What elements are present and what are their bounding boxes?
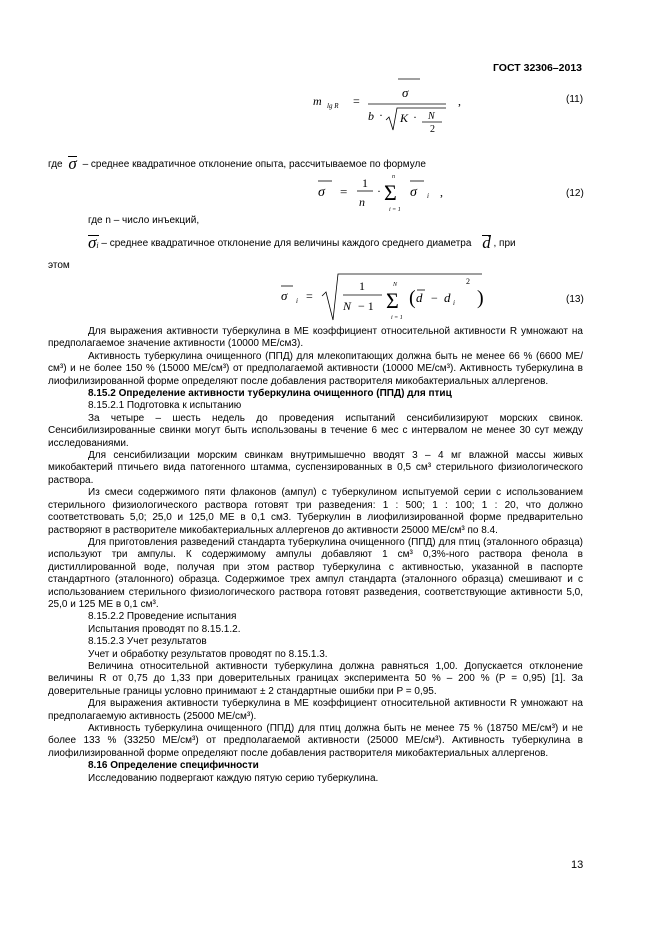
- paragraph-standard-dilutions: Для приготовления разведений стандарта туберкулина очищенного (ППД) для птиц (эталонного образца) используют три ампулы. К содержимому ампулы добавляют 1 см³ 0,3%-ного раствора фенола в дистиллированной воде, получая при этом раствор туберкулина с активностью, указанной в паспорте стандартного (эталонного) образца. Содержимое трех ампул стандарта (эталонного образца) смешивают и с использованием стерильного физиологического раствора готовят разведения, соответствующие активности 5,0, 25,0 и 125 МЕ в 0,1 см³.: [48, 536, 583, 610]
- equation-number-13: (13): [566, 294, 584, 305]
- where-label: где: [48, 159, 63, 170]
- svg-text:Σ: Σ: [384, 180, 397, 205]
- paragraph-tests-ref: Испытания проводят по 8.15.1.2.: [88, 623, 241, 635]
- svg-text:N: N: [428, 111, 435, 122]
- sigma-definition-text: – среднее квадратичное отклонение опыта, рассчитываемое по формуле: [82, 159, 426, 170]
- svg-text:n: n: [392, 174, 395, 180]
- svg-text:m: m: [313, 94, 322, 108]
- paragraph-activity-me: Для выражения активности туберкулина в МЕ коэффициент относительной активности R умножают на предполагаемое значение активности (10000 МЕ/см3).: [48, 326, 583, 350]
- svg-text:·: ·: [377, 184, 381, 198]
- formula-11: [300, 72, 480, 134]
- pri-text: , при: [493, 238, 516, 249]
- svg-text:b: b: [368, 109, 374, 123]
- svg-text:=: =: [353, 94, 360, 108]
- svg-text:·: ·: [379, 108, 383, 122]
- svg-text:1: 1: [362, 176, 368, 190]
- svg-text:σ: σ: [318, 185, 325, 200]
- section-8-16-heading: 8.16 Определение специфичности: [88, 760, 259, 772]
- svg-text:N: N: [343, 299, 352, 313]
- section-8-15-2-heading: 8.15.2 Определение активности туберкулина очищенного (ППД) для птиц: [88, 388, 452, 400]
- paragraph-sensitization-method: Для сенсибилизации морским свинкам внутримышечно вводят 3 – 4 мг влажной массы живых микобактерий птичьего вида патогенного штамма, суспензированных в 0,5 см³ стерильного физиологического раствора.: [48, 450, 583, 486]
- formula-13: [276, 262, 496, 324]
- sigma-i-definition: [88, 233, 588, 251]
- svg-text:d: d: [416, 290, 423, 305]
- svg-text:=: =: [340, 184, 348, 199]
- svg-text:1: 1: [359, 279, 365, 293]
- paragraph-bird-me: Для выражения активности туберкулина в МЕ коэффициент относительной активности R умножают на предполагаемую активность (25000 МЕ/см³).: [48, 698, 583, 722]
- svg-text:(: (: [409, 287, 416, 309]
- etom-text: этом: [48, 260, 70, 271]
- svg-text:−: −: [431, 291, 438, 305]
- svg-text:σ: σ: [281, 288, 288, 303]
- sigma-i-symbol: σi: [88, 233, 99, 252]
- svg-text:i: i: [453, 299, 455, 307]
- n-definition: где n – число инъекций,: [88, 215, 200, 226]
- paragraph-results-ref: Учет и обработку результатов проводят по 8.15.1.3.: [88, 648, 328, 660]
- svg-text:Σ: Σ: [386, 288, 399, 313]
- paragraph-specificity: Исследованию подвергают каждую пятую серию туберкулина.: [88, 772, 379, 784]
- paragraph-dilutions: Из смеси содержимого пяти флаконов (ампул) с туберкулином испытуемой серии с использованием стерильного физиологического раствора готовят три разведения: 1 : 500; 1 : 100; 1 : 20, что должно соответствовать 5,0; 25,0 и 125,0 МЕ в 0,1 см3. Туберкулин в лиофилизированной форме предварительно растворяют в растворителе микобактериальных аллергенов до активности 25000 МЕ/см³ по 8.4.: [48, 487, 583, 536]
- svg-text:σ: σ: [410, 185, 417, 200]
- svg-text:i = 1: i = 1: [389, 207, 401, 213]
- document-header: ГОСТ 32306–2013: [492, 62, 582, 74]
- sigma-symbol: σ: [68, 154, 77, 173]
- equation-number-11: (11): [566, 94, 584, 105]
- svg-text:i = 1: i = 1: [391, 315, 403, 321]
- svg-text:=: =: [306, 289, 313, 303]
- subsection-8-15-2-2: 8.15.2.2 Проведение испытания: [88, 611, 237, 623]
- svg-text:n: n: [359, 195, 365, 209]
- formula-12: [312, 172, 462, 214]
- svg-text:·: ·: [413, 110, 417, 124]
- svg-text:2: 2: [466, 277, 470, 286]
- sigma-definition: [48, 154, 583, 171]
- svg-text:d: d: [444, 290, 451, 305]
- svg-text:− 1: − 1: [358, 299, 374, 313]
- svg-text:N: N: [393, 282, 398, 288]
- subsection-8-15-2-3: 8.15.2.3 Учет результатов: [88, 636, 207, 648]
- svg-text:lg R: lg R: [327, 102, 339, 110]
- subsection-8-15-2-1: 8.15.2.1 Подготовка к испытанию: [88, 400, 242, 412]
- paragraph-sensitize: За четыре – шесть недель до проведения испытаний сенсибилизируют морских свинок. Сенсибилизированные свинки могут быть использованы в течение 6 мес с интервалом не менее 30 сут между исследованиями.: [48, 412, 583, 449]
- svg-text:,: ,: [440, 185, 443, 199]
- paragraph-bird-activity: Активность туберкулина очищенного (ППД) для птиц должна быть не менее 75 % (18750 МЕ/см³) и не более 133 % (33250 МЕ/см³) от предполагаемой активности (25000 МЕ/см³). Активность туберкулина в лиофилизированной форме определяют после добавления растворителя микобактериальных аллергенов.: [48, 723, 583, 759]
- svg-text:2: 2: [430, 124, 435, 134]
- svg-text:i: i: [427, 192, 429, 200]
- svg-text:): ): [477, 287, 484, 309]
- svg-text:,: ,: [458, 94, 461, 108]
- svg-text:σ: σ: [402, 85, 409, 100]
- equation-number-12: (12): [566, 188, 584, 199]
- paragraph-relative-activity: Величина относительной активности туберкулина должна равняться 1,00. Допускается отклонение величины R от 0,75 до 1,33 при доверительных границах эксперимента 50 % – 200 % (P = 0,95) [1]. За доверительные границы условно принимают ± 2 стандартные ошибки при P = 0,95.: [48, 660, 583, 697]
- page-number: 13: [571, 859, 584, 871]
- svg-text:K: K: [400, 111, 409, 125]
- d-bar-symbol: d: [482, 233, 491, 252]
- paragraph-mammal-activity: Активность туберкулина очищенного (ППД) для млекопитающих должна быть не менее 66 % (6600 МЕ/см³) и не более 150 % (15000 МЕ/см³) от предполагаемой активности (10000 МЕ/см³). Активность туберкулина в лиофилизированной форме определяют после добавления растворителя микобактериальных аллергенов.: [48, 350, 583, 387]
- body-text: [48, 326, 583, 785]
- svg-text:i: i: [296, 297, 298, 305]
- sigma-i-definition-text: – среднее квадратичное отклонение для величины каждого среднего диаметра: [101, 238, 472, 249]
